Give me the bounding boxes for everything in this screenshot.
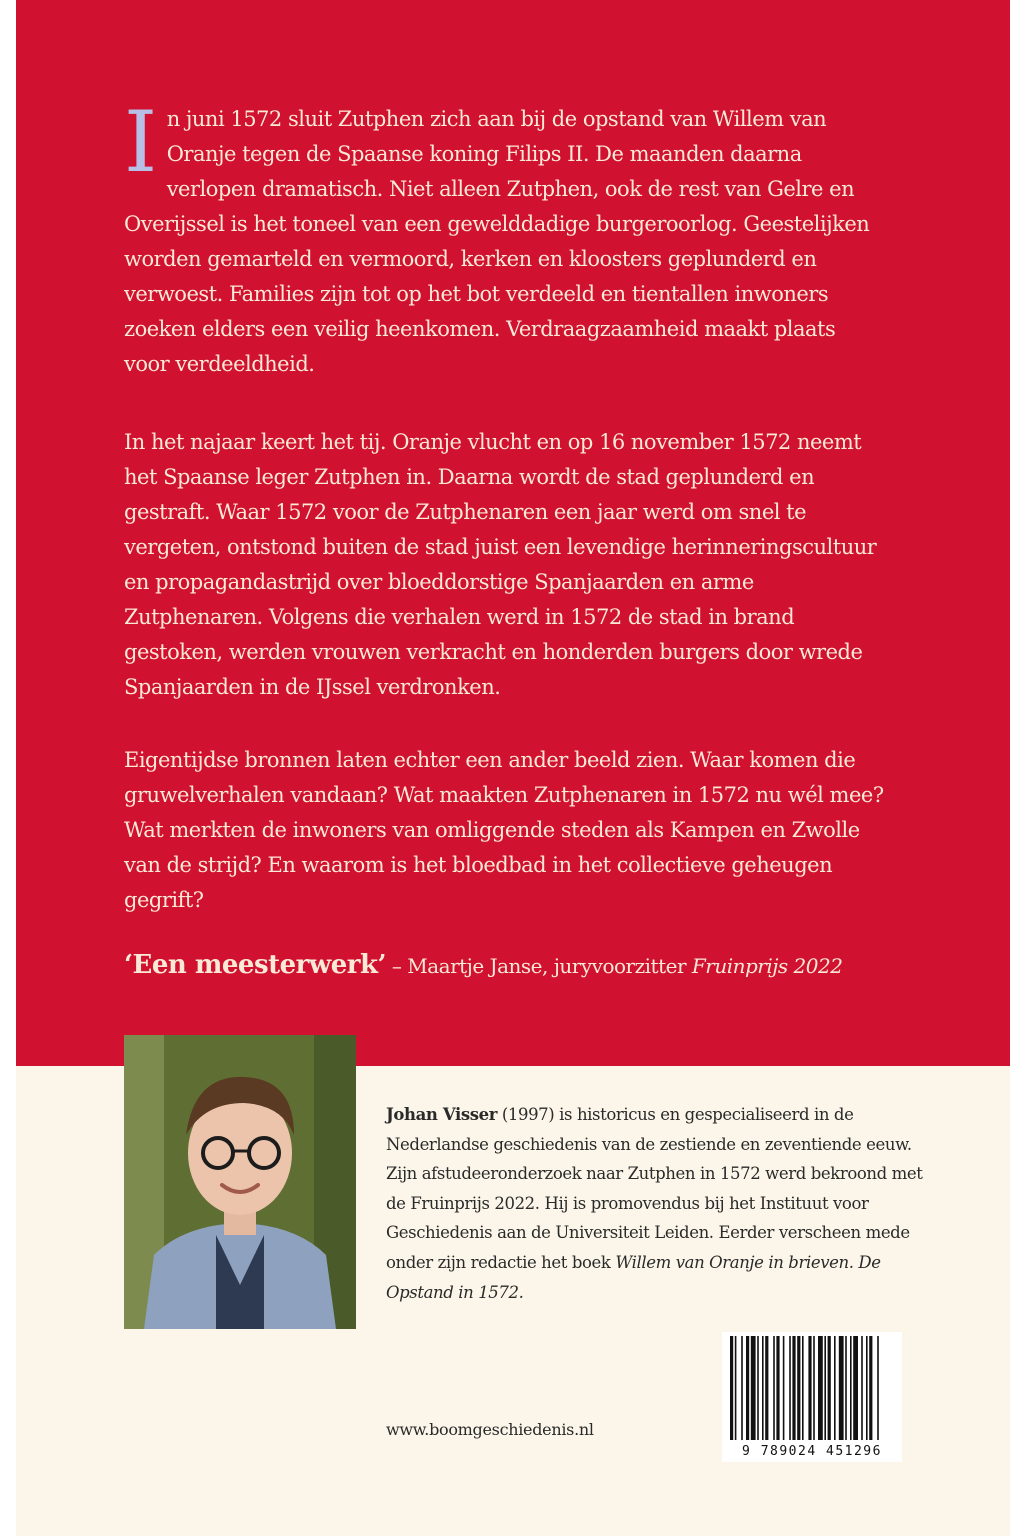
- isbn-barcode: [722, 1332, 902, 1462]
- barcode-bar: [789, 1336, 791, 1440]
- blurb-paragraph-3: Eigentijdse bronnen laten echter een ander beeld zien. Waar komen die gruwelverhalen vandaan? Wat maakten Zutphenaren in 1572 nu wél mee? Wat merkten de inwoners van omliggende steden als Kampen en Zwolle van de strijd? En waarom is het bloedbad in het collectieve geheugen gegrift?: [124, 748, 884, 912]
- barcode-bar: [866, 1336, 868, 1440]
- barcode-bar: [828, 1336, 831, 1440]
- barcode-bar: [877, 1336, 879, 1440]
- barcode-bars: [722, 1332, 902, 1442]
- barcode-bar: [735, 1336, 737, 1440]
- quote-text: ‘Een meesterwerk’: [124, 950, 387, 980]
- barcode-bar: [813, 1336, 815, 1440]
- barcode-bar: [776, 1336, 779, 1440]
- blurb-paragraph-1-text: n juni 1572 sluit Zutphen zich aan bij de opstand van Willem van Oranje tegen de Spaanse koning Filips II. De maanden daarna verlopen dramatisch. Niet alleen Zutphen, ook de rest van Gelre en Overijssel is het toneel van een gewelddadige burgeroorlog. Geestelijken worden gemarteld en vermoord, kerken en kloosters geplunderd en verwoest. Families zijn tot op het bot verdeeld en tientallen inwoners zoeken elders een veilig heenkomen. Verdraagzaamheid maakt plaats voor verdeeldheid.: [124, 107, 870, 376]
- barcode-bar: [850, 1336, 852, 1440]
- isbn-digits: 9 789024 451296: [742, 1444, 882, 1459]
- barcode-bar: [757, 1336, 759, 1440]
- barcode-bar: [853, 1336, 858, 1440]
- author-bio: [386, 1100, 926, 1307]
- author-bio-text: (1997) is historicus en gespecialiseerd in de Nederlandse geschiedenis van de zestiende en zeventiende eeuw. Zijn afstudeeronderzoek naar Zutphen in 1572 werd bekroond met de Fruinprijs 2022. Hij is promovendus bij het Instituut voor Geschiedenis aan de Universiteit Leiden. Eerder verscheen mede onder zijn redactie het boek: [386, 1105, 923, 1272]
- barcode-bar: [861, 1336, 863, 1440]
- barcode-bar: [783, 1336, 785, 1440]
- barcode-bar: [808, 1336, 811, 1440]
- quote-attribution: – Maartje Janse, juryvoorzitter: [386, 954, 692, 978]
- quote-prize: Fruinprijs 2022: [691, 954, 843, 978]
- author-book-title: Willem van Oranje in brieven. De Opstand in 1572.: [386, 1252, 881, 1302]
- barcode-bar: [765, 1336, 768, 1440]
- barcode-bar: [834, 1336, 836, 1440]
- barcode-bar: [762, 1336, 764, 1440]
- author-photo: [124, 1035, 356, 1329]
- blurb-paragraph-1: [124, 93, 884, 382]
- barcode-bar: [730, 1336, 733, 1440]
- barcode-bar: [751, 1336, 756, 1440]
- author-name: Johan Visser: [386, 1105, 497, 1124]
- barcode-bar: [797, 1336, 800, 1440]
- barcode-bar: [746, 1336, 749, 1440]
- barcode-bar: [741, 1336, 743, 1440]
- barcode-bar: [802, 1336, 804, 1440]
- barcode-bar: [869, 1336, 872, 1440]
- barcode-bar: [773, 1336, 775, 1440]
- publisher-website[interactable]: www.boomgeschiedenis.nl: [386, 1420, 594, 1439]
- author-portrait-illustration: [124, 1035, 356, 1329]
- drop-cap: I: [124, 93, 157, 191]
- review-quote: [124, 950, 944, 980]
- barcode-bar: [845, 1336, 847, 1440]
- barcode-bar: [824, 1336, 826, 1440]
- barcode-bar: [839, 1336, 844, 1440]
- barcode-bar: [792, 1336, 795, 1440]
- barcode-bar: [818, 1336, 823, 1440]
- blurb-paragraph-2: In het najaar keert het tij. Oranje vlucht en op 16 november 1572 neemt het Spaanse leger Zutphen in. Daarna wordt de stad geplunderd en gestraft. Waar 1572 voor de Zutphenaren een jaar werd om snel te vergeten, ontstond buiten de stad juist een levendige herinneringscultuur en propagandastrijd over bloeddorstige Spanjaarden en arme Zutphenaren. Volgens die verhalen werd in 1572 de stad in brand gestoken, werden vrouwen verkracht en honderden burgers door wrede Spanjaarden in de IJssel verdronken.: [124, 430, 877, 699]
